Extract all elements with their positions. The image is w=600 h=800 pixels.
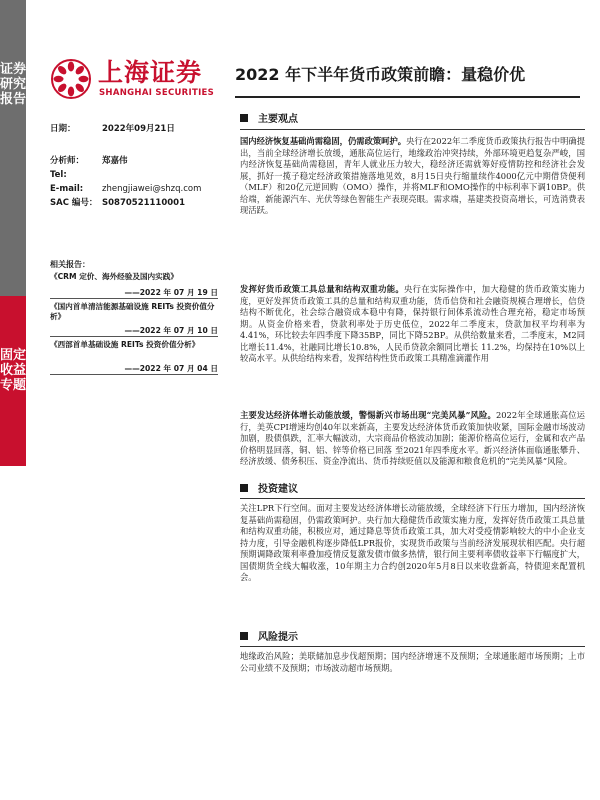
brand-emblem-icon (50, 58, 92, 100)
section-label: 主要观点 (258, 114, 298, 125)
email-label: E-mail: (50, 184, 84, 194)
related-report-date: ——2022 年 07 月 10 日 (124, 326, 218, 335)
related-report-title[interactable]: 《CRM 定价、海外经验及国内实践》 (50, 272, 178, 281)
related-divider (50, 336, 218, 337)
related-divider (50, 374, 218, 375)
meta-tel (50, 170, 102, 181)
sac-label: SAC 编号： (50, 198, 98, 208)
paragraph-lead: 发挥好货币政策工具总量和结构双重功能。 (240, 284, 405, 294)
title-divider (235, 96, 580, 98)
section-divider (240, 498, 585, 499)
square-bullet-icon (240, 484, 248, 492)
main-point-paragraph-1 (240, 136, 585, 217)
meta-email (50, 184, 201, 195)
related-report-title[interactable]: 《国内首单清洁能源基础设施 REITs 投资价值分析》 (50, 302, 215, 321)
brand-name-en: SHANGHAI SECURITIES (99, 88, 215, 98)
paragraph-lead: 国内经济恢复基础尚需稳固，仍需政策呵护。 (240, 136, 407, 146)
paragraph-body: 央行在实际操作中，加大稳健的货币政策实施力度，更好发挥货币政策工具的总量和结构双重功能，货币信贷和社会融资规模合理增长，信贷结构不断优化，社会综合融资成本稳中有降，保持银行间体系流动性合理充裕，稳定市场预期。从资金价格来看，贷款利率处于历史低位，2022年二季度末，贷款加权平均利率为4.41%，环比较去年四季度下降35BP，同比下降52BP。从供给数量来看，二季度末，M2同比增长11.4%，社融同比增长10.8%，人民币贷款余额同比增长 11.2%，均保持在10%以上较高水平。从供给结构来看，发挥结构性货币政策工具精准滴灌作用 (240, 284, 585, 364)
report-title: 2022 年下半年货币政策前瞻：量稳价优 (235, 65, 526, 84)
brand-logo (50, 58, 220, 102)
related-report-date: ——2022 年 07 月 04 日 (124, 364, 218, 373)
analyst-value: 郑嘉伟 (102, 156, 128, 166)
main-point-paragraph-2 (240, 284, 585, 365)
related-reports-heading: 相关报告： (50, 260, 90, 269)
sidebar-report-type: 证券研究报告 (0, 62, 27, 107)
section-label: 风险提示 (258, 632, 298, 643)
tel-label: Tel: (50, 170, 67, 180)
brand-name-cn: 上海证券 (98, 58, 203, 87)
paragraph-lead: 主要发达经济体增长动能放缓，警惕新兴市场出现“完美风暴”风险。 (240, 410, 496, 420)
paragraph-body: 2022年全球通胀高位运行，美英CPI增速均创40年以来新高，主要发达经济体货币政策加快收紧，国际金融市场波动加剧，股债俱跌，汇率大幅波动，大宗商品价格波动加剧；能源价格高位运行，金属和农产品价格明显回落，铜、铝、锌等价格已回落 至2021年四季度水平。新兴经济体面临通胀攀升、经济放缓、债务积压、资金净流出、货币持续贬值以及能源和粮食危机的“完美风暴”风险。 (240, 410, 585, 467)
meta-analyst (50, 156, 128, 167)
section-investment-heading (240, 480, 585, 496)
email-value[interactable]: zhengjiawei@shzq.com (102, 184, 202, 194)
analyst-label: 分析师： (50, 156, 85, 166)
date-value: 2022年09月21日 (102, 124, 175, 134)
section-main-points-heading (240, 110, 585, 126)
section-divider (240, 129, 585, 130)
meta-date (50, 124, 175, 135)
sidebar-category: 固定收益专题 (0, 348, 27, 393)
paragraph-body: 央行在2022年二季度货币政策执行报告中明确提出，当前全球经济增长放缓，通胀高位运行，地缘政治冲突持续，外部环境更趋复杂严峻，国内经济恢复基础尚需稳固，青年人就业压力较大，稳经济还需就筹好疫情防控和经济社会发展，抓好一揽子稳定经济政策措施落地见效，8月15日央行缩量续作4000亿元中期借贷便利（MLF）和20亿元逆回购（OMO）操作，并将MLF和OMO操作的中标利率下调10BP。供给端，新能源汽车、光伏等绿色智能生产表现亮眼。需求端，基建类投资高增长，可选消费表现活跃。 (240, 136, 585, 216)
investment-paragraph: 关注LPR下行空间。面对主要发达经济体增长动能放缓，全球经济下行压力增加，国内经济恢复基础尚需稳固，仍需政策呵护。央行加大稳健货币政策实施力度，发挥好货币政策工具总量和结构双重功能，积极应对，通过降息等货币政策工具，加大对受疫情影响较大的中小企业支持力度，引导金融机构逐步降低LPR报价，实现货币政策与当前经济发展现状相匹配。央行超预期调降政策利率叠加疫情反复激发债市做多热情，银行间主要利率债收益率下行幅度扩大，国债期货全线大幅收涨，10年期主力合约创2020年5月8日以来收盘新高，特债迎来配置机会。 (240, 503, 585, 583)
square-bullet-icon (240, 632, 248, 640)
main-point-paragraph-3 (240, 410, 585, 468)
risk-paragraph: 地缘政治风险；美联储加息步伐超预期；国内经济增速不及预期；全球通胀超市场预期；上市公司业绩不及预期；市场波动超市场预期。 (240, 651, 585, 673)
section-divider (240, 646, 585, 647)
sac-value: S0870521110001 (102, 198, 186, 208)
section-risk-heading (240, 628, 585, 644)
related-divider (50, 298, 218, 299)
sidebar-grey-band (0, 0, 26, 296)
section-label: 投资建议 (258, 484, 298, 495)
sidebar-strip (0, 0, 26, 800)
related-report-title[interactable]: 《西部首单基础设施 REITs 投资价值分析》 (50, 340, 200, 349)
related-report-date: ——2022 年 07 月 19 日 (124, 288, 218, 297)
meta-sac (50, 198, 185, 209)
date-label: 日期： (50, 124, 76, 134)
square-bullet-icon (240, 114, 248, 122)
